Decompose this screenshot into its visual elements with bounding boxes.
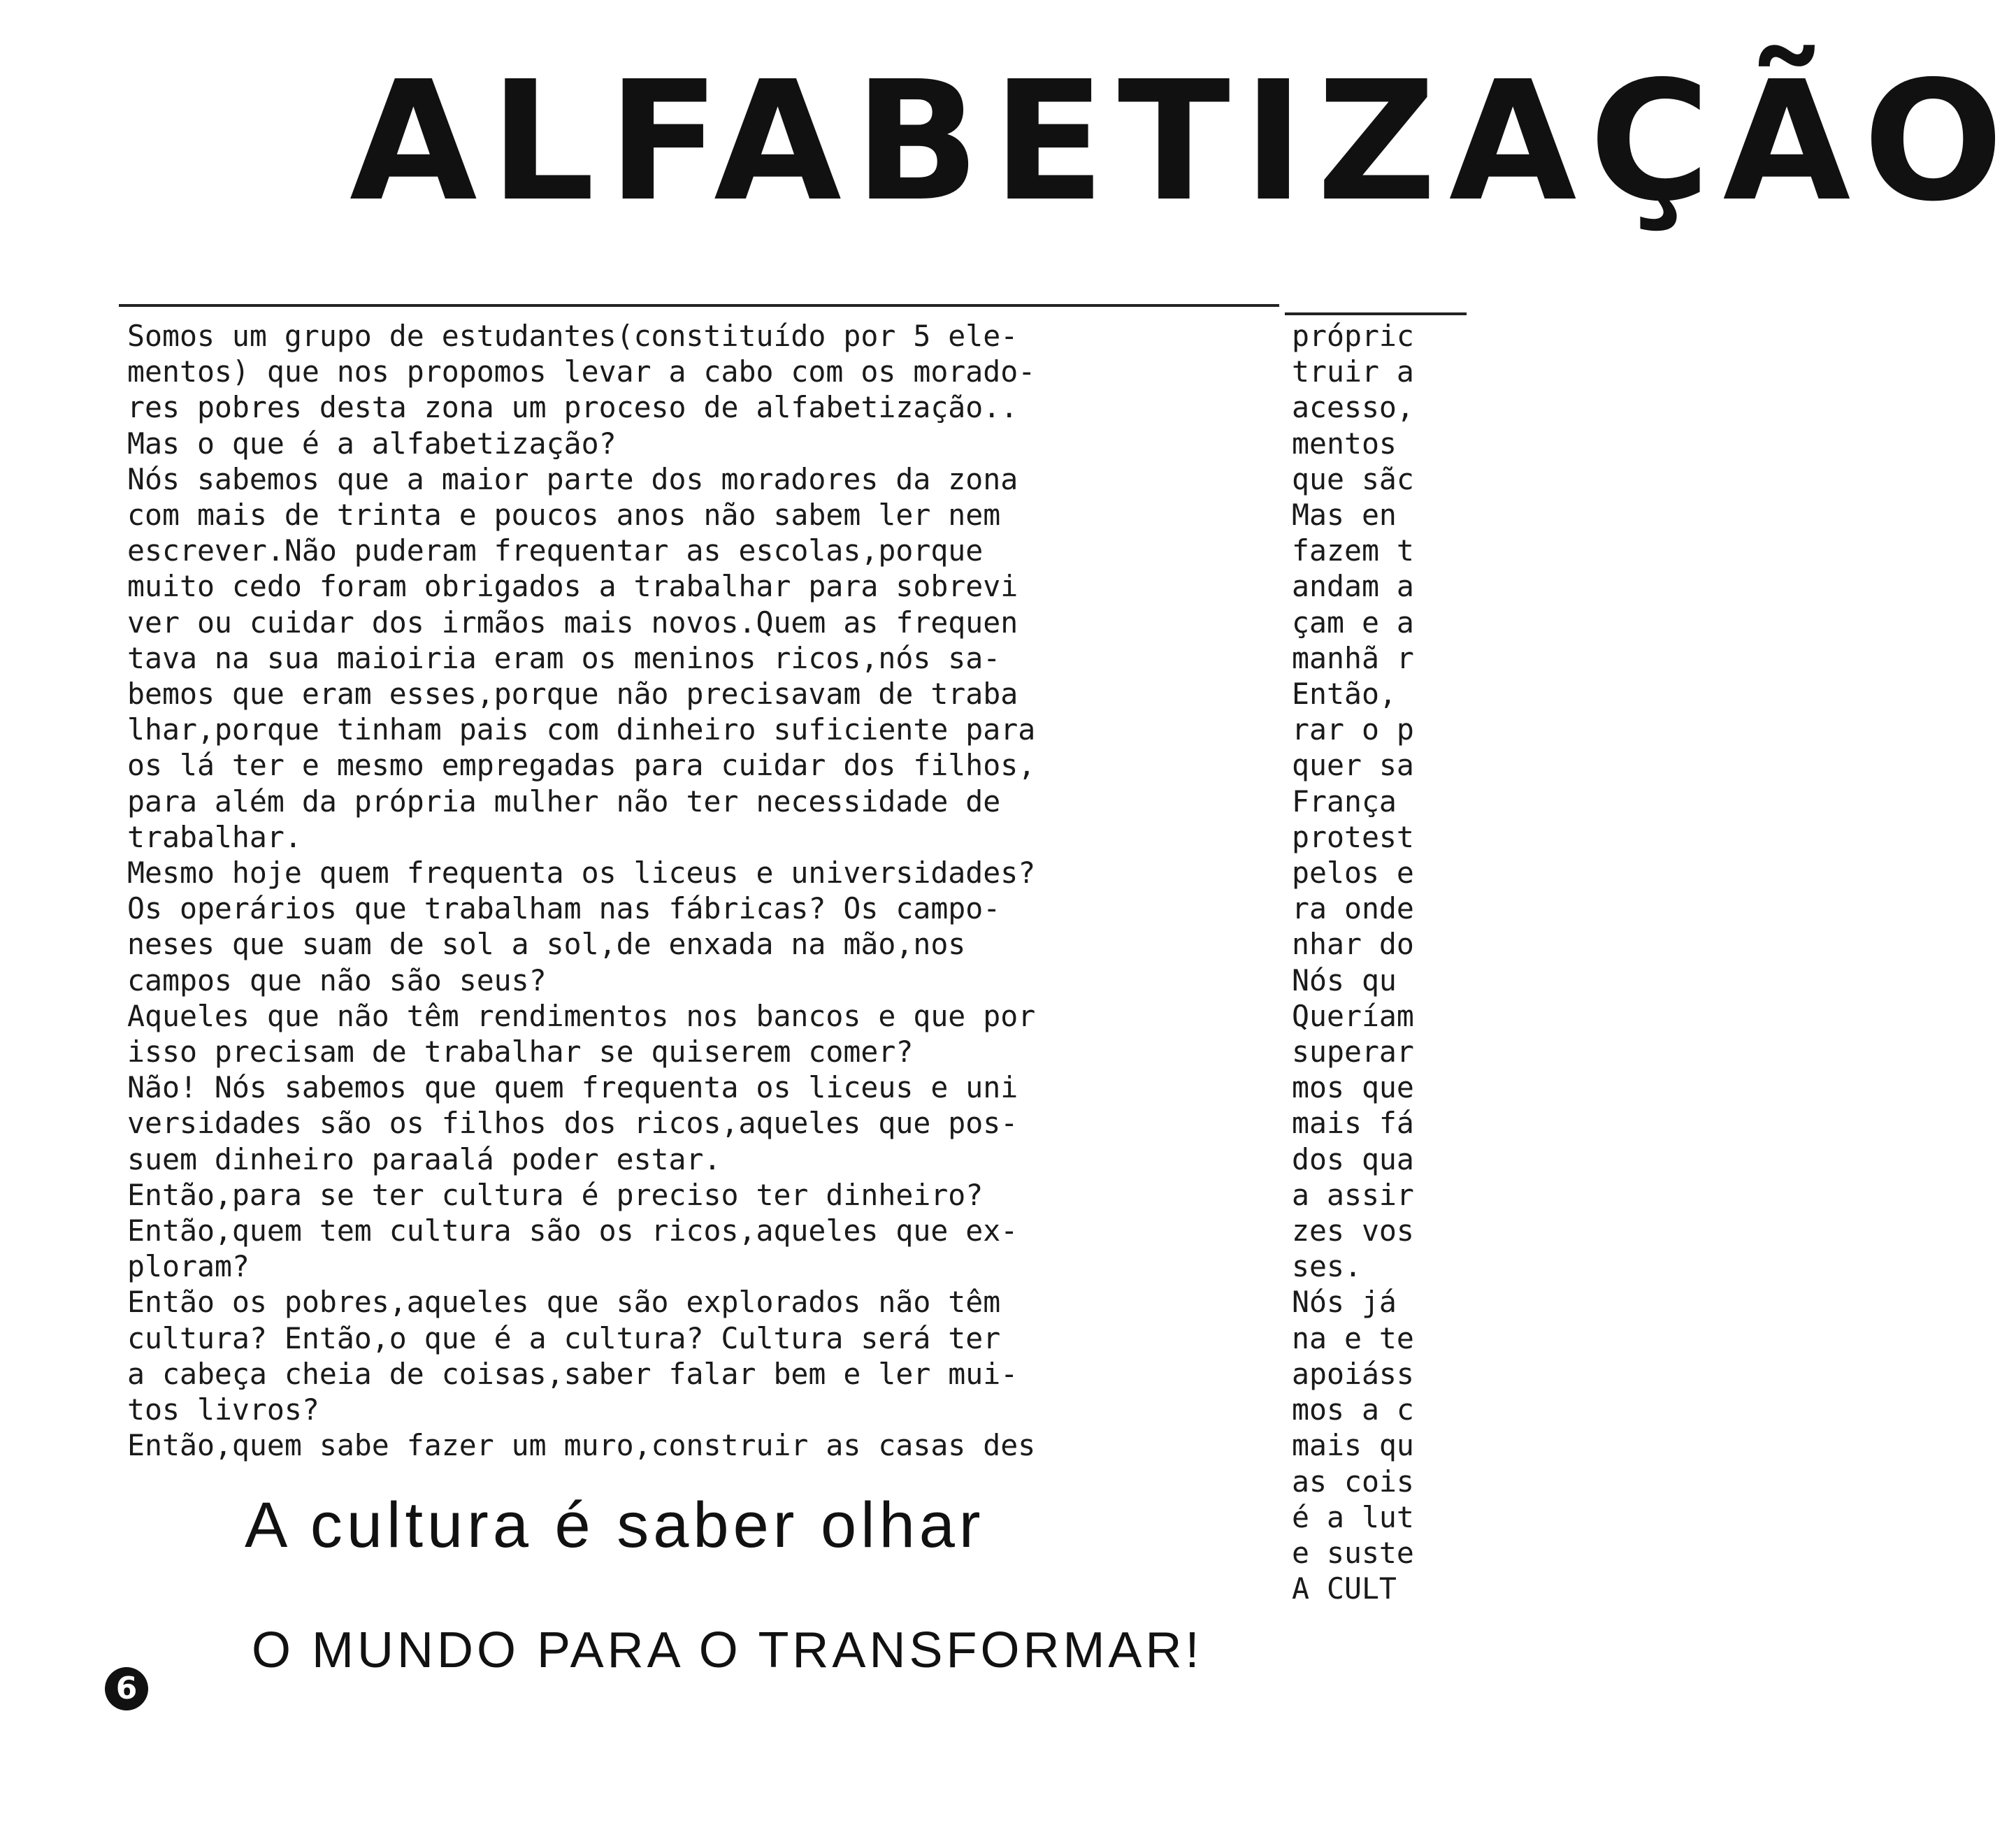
text-line: cultura? Então,o que é a cultura? Cultura será ter: [127, 1320, 1001, 1355]
text-line: Mas o que é a alfabetização?: [127, 426, 617, 461]
text-line: tos livros?: [127, 1392, 319, 1427]
text-line: rar o p: [1292, 712, 1414, 747]
page-title: ALFABETIZAÇÃO: [350, 45, 2016, 238]
text-line: bemos que eram esses,porque não precisavam de traba: [127, 677, 1018, 712]
text-line: res pobres desta zona um proceso de alfabetização..: [127, 390, 1018, 425]
text-line: ses.: [1292, 1249, 1362, 1284]
text-line: Então,para se ter cultura é preciso ter dinheiro?: [127, 1177, 984, 1212]
text-line: escrever.Não puderam frequentar as escolas,porque: [127, 533, 984, 568]
text-line: A CULT: [1292, 1571, 1397, 1606]
text-line: para além da própria mulher não ter necessidade de: [127, 784, 1001, 819]
text-line: própric: [1292, 319, 1414, 353]
text-line: é a lut: [1292, 1499, 1414, 1534]
text-line: mos a c: [1292, 1392, 1414, 1427]
text-line: Mesmo hoje quem frequenta os liceus e universidades?: [127, 856, 1036, 891]
text-line: Então,quem sabe fazer um muro,construir as casas des: [127, 1428, 1036, 1463]
handwritten-slogan-line-1: A cultura é saber olhar: [245, 1490, 985, 1561]
text-line: acesso,: [1292, 390, 1414, 425]
text-line: superar: [1292, 1035, 1414, 1069]
text-line: Mas en: [1292, 498, 1397, 533]
text-line: muito cedo foram obrigados a trabalhar para sobrevi: [127, 569, 1018, 604]
text-line: Então,quem tem cultura são os ricos,aqueles que ex-: [127, 1213, 1018, 1248]
text-line: isso precisam de trabalhar se quiserem comer?: [127, 1035, 914, 1069]
text-line: apoiáss: [1292, 1356, 1414, 1391]
text-line: çam e a: [1292, 605, 1414, 640]
text-line: Aqueles que não têm rendimentos nos bancos e que por: [127, 998, 1036, 1033]
text-line: Queríam: [1292, 998, 1414, 1033]
text-line: mentos: [1292, 426, 1397, 461]
text-line: truir a: [1292, 354, 1414, 389]
text-line: que sãc: [1292, 461, 1414, 496]
text-line: suem dinheiro paraalá poder estar.: [127, 1141, 721, 1176]
text-line: trabalhar.: [127, 819, 302, 854]
text-line: versidades são os filhos dos ricos,aqueles que pos-: [127, 1106, 1018, 1141]
text-line: manhã r: [1292, 640, 1414, 675]
text-line: mos que: [1292, 1070, 1414, 1105]
text-line: a assir: [1292, 1177, 1414, 1212]
text-line: zes vos: [1292, 1213, 1414, 1248]
title-divider-left: [119, 304, 1279, 307]
text-line: os lá ter e mesmo empregadas para cuidar dos filhos,: [127, 748, 1036, 783]
text-line: protest: [1292, 819, 1414, 854]
text-line: ploram?: [127, 1249, 250, 1284]
text-line: na e te: [1292, 1320, 1414, 1355]
text-line: as cois: [1292, 1464, 1414, 1499]
text-line: tava na sua maioiria eram os meninos ricos,nós sa-: [127, 640, 1001, 675]
page-number: 6: [105, 1667, 148, 1710]
text-line: Nós sabemos que a maior parte dos moradores da zona: [127, 461, 1018, 496]
text-line: quer sa: [1292, 748, 1414, 783]
text-line: Então os pobres,aqueles que são explorados não têm: [127, 1285, 1001, 1320]
text-line: Nós já: [1292, 1285, 1397, 1320]
text-line: mentos) que nos propomos levar a cabo com os morado-: [127, 354, 1036, 389]
text-line: mais qu: [1292, 1428, 1414, 1463]
text-line: França: [1292, 784, 1397, 819]
text-line: Então,: [1292, 677, 1397, 712]
text-line: Não! Nós sabemos que quem frequenta os liceus e uni: [127, 1070, 1018, 1105]
text-line: Nós qu: [1292, 963, 1397, 997]
right-column-text: [1292, 318, 1502, 1606]
text-line: dos qua: [1292, 1141, 1414, 1176]
text-line: ver ou cuidar dos irmãos mais novos.Quem as frequen: [127, 605, 1018, 640]
text-line: mais fá: [1292, 1106, 1414, 1141]
handwritten-slogan-line-2: O MUNDO PARA O TRANSFORMAR!: [252, 1622, 1203, 1678]
text-line: neses que suam de sol a sol,de enxada na mão,nos: [127, 927, 966, 962]
text-line: Os operários que trabalham nas fábricas? Os campo-: [127, 891, 1001, 926]
text-line: e suste: [1292, 1535, 1414, 1570]
text-line: lhar,porque tinham pais com dinheiro suficiente para: [127, 712, 1036, 747]
title-divider-right: [1285, 312, 1467, 315]
text-line: nhar do: [1292, 927, 1414, 962]
text-line: com mais de trinta e poucos anos não sabem ler nem: [127, 498, 1001, 533]
left-column-text: [127, 318, 1246, 1464]
text-line: andam a: [1292, 569, 1414, 604]
text-line: pelos e: [1292, 856, 1414, 891]
text-line: ra onde: [1292, 891, 1414, 926]
text-line: campos que não são seus?: [127, 963, 547, 997]
text-line: fazem t: [1292, 533, 1414, 568]
text-line: a cabeça cheia de coisas,saber falar bem e ler mui-: [127, 1356, 1018, 1391]
text-line: Somos um grupo de estudantes(constituído por 5 ele-: [127, 319, 1018, 353]
